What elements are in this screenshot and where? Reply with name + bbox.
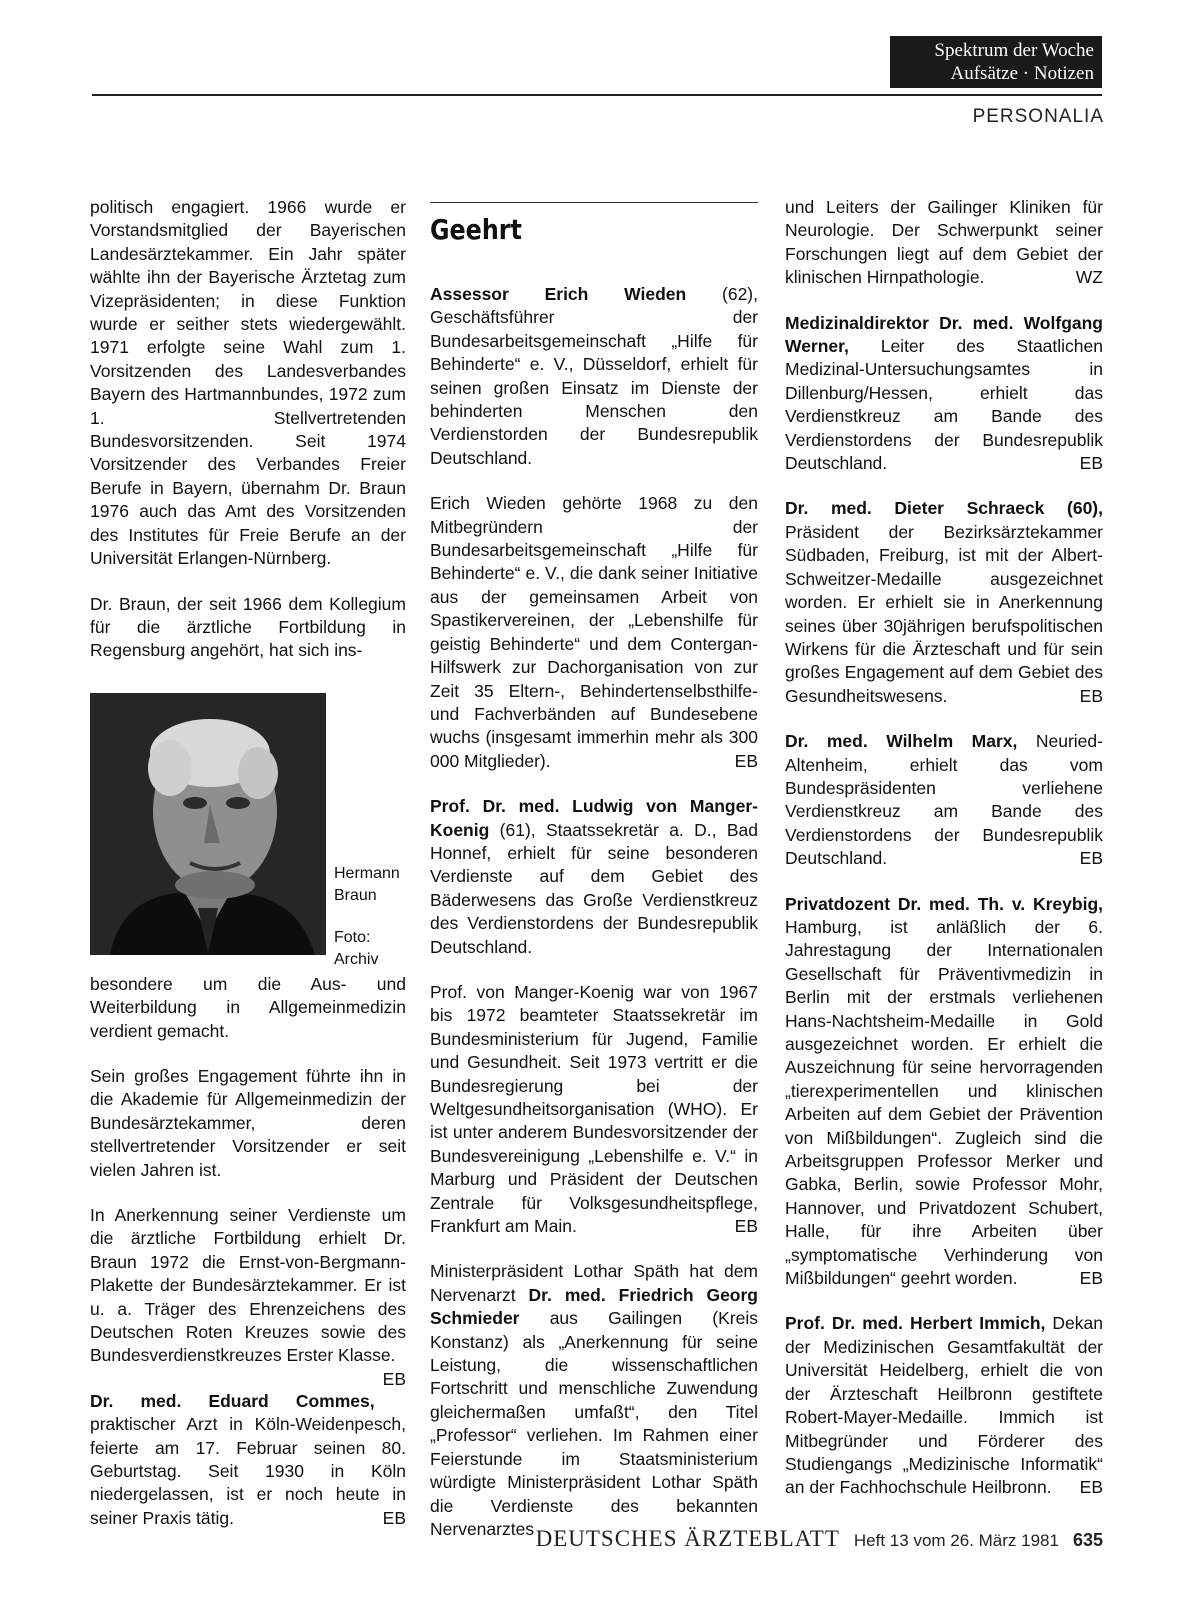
col3-paragraph-2 <box>785 312 1103 476</box>
col1-paragraph-1: politisch engagiert. 1966 wurde er Vorstandsmitglied der Bayerischen Landesärztekammer. Ein Jahr später wählte ihn der Bayerische Ärztetag zum Vizepräsidenten; in diese Funktion wurde er seither stets wiedergewählt. 1971 erfolgte seine Wahl zum 1. Vorsitzenden des Landesverbandes Bayern des Hartmannbundes, 1972 zum 1. Stellvertretenden Bundesvorsitzenden. Seit 1974 Vorsitzender des Verbandes Freier Berufe in Bayern, übernahm Dr. Braun 1976 auch das Amt des Vorsitzenden des Institutes für Freie Berufe an der Universität Erlangen-Nürnberg. <box>90 197 406 569</box>
caption-credit-2: Archiv <box>334 950 379 968</box>
signature: EB <box>734 750 758 771</box>
signature: EB <box>1079 1268 1103 1289</box>
portrait-figure <box>90 693 406 968</box>
photo-caption <box>334 863 400 971</box>
col3-paragraph-1 <box>785 196 1103 290</box>
column-1 <box>90 196 406 1552</box>
signature: EB <box>1079 1477 1103 1498</box>
col2-paragraph-4 <box>430 981 758 1238</box>
headline-rule <box>430 202 758 203</box>
col1-paragraph-3: besondere um die Aus- und Weiterbildung in Allgemeinmedizin verdient gemacht. <box>90 973 406 1041</box>
section-label: PERSONALIA <box>972 106 1104 127</box>
col3-p3-text: Präsident der Bezirksärztekammer Südbaden, Freiburg, ist mit der Albert-Schweitzer-Medaille ausgezeichnet worden. Er erhielt sie in Anerkennung seines über 30jährigen berufspolitischen Wirkens für die Ärzteschaft und für sein großes Engagement auf dem Gebiet des Gesundheitswesens. <box>785 521 1103 706</box>
journal-title: DEUTSCHES ÄRZTEBLATT <box>535 1526 840 1551</box>
caption-name-2: Braun <box>334 886 377 904</box>
person-name: Prof. Dr. med. Herbert Immich, <box>785 1313 1046 1334</box>
col2-p1-text: (62), Geschäftsführer der Bundesarbeitsgemeinschaft „Hilfe für Behinderte“ e. V., Düsseldorf, erhielt für seinen großen Einsatz im Dienste der behinderten Menschen den Verdienstorden der Bundesrepublik Deutschland. <box>430 284 758 468</box>
col2-p5-pre: Ministerpräsident Lothar Späth hat dem Nervenarzt <box>430 1261 758 1305</box>
signature: EB <box>1079 453 1103 474</box>
page-footer <box>470 1526 1103 1552</box>
issue-info: Heft 13 vom 26. März 1981 <box>853 1531 1059 1550</box>
col3-p5-text: Hamburg, ist anläßlich der 6. Jahrestagung der Internationalen Gesellschaft für Präventivmedizin in Berlin mit der erstmals verliehenen Hans-Nachtsheim-Medaille in Gold ausgezeichnet worden. Er erhielt die Auszeichnung für seine hervorragenden „tierexperimentellen und klinischen Arbeiten auf dem Gebiet der Prävention von Mißbildungen“. Zugleich sind die Arbeitsgruppen Professor Merker und Gabka, Berlin, sowie Professor Mohr, Hannover, und Privatdozent Schubert, Halle, für ihre Arbeiten über „symptomatische Verhinderung von Mißbildungen“ geehrt worden. <box>785 916 1103 1289</box>
col3-p6-text: Dekan der Medizinischen Gesamtfakultät der Universität Heidelberg, erhielt die von der Ärzteschaft Heilbronn gestiftete Robert-Mayer-Medaille. Immich ist Mitbegründer und Förderer des Studiengangs „Medizinische Informatik“ an der Fachhochschule Heilbronn. <box>785 1313 1104 1498</box>
caption-credit-1: Foto: <box>334 928 371 946</box>
header-line-2: Aufsätze · Notizen <box>950 63 1094 84</box>
col2-paragraph-2 <box>430 492 758 773</box>
person-name: Medizinaldirektor Dr. med. Wolfgang Werner, <box>785 312 1103 357</box>
person-name: Dr. med. Friedrich Georg Schmieder <box>430 1284 758 1329</box>
col2-p3-text: (61), Staatssekretär a. D., Bad Honnef, erhielt für seine besonderen Verdienste auf dem Gebiet des Bäderwesens das Große Verdienstkreuz des Verdienstordens der Bundesrepublik Deutschland. <box>430 819 758 957</box>
portrait-photo <box>90 693 326 955</box>
col2-paragraph-3 <box>430 795 758 959</box>
col3-paragraph-5 <box>785 893 1103 1291</box>
signature: EB <box>1079 685 1103 706</box>
col3-paragraph-6 <box>785 1312 1103 1499</box>
person-name: Privatdozent Dr. med. Th. v. Kreybig, <box>785 893 1103 914</box>
signature: WZ <box>1075 267 1103 288</box>
section-header-box <box>890 36 1102 88</box>
header-line-1: Spektrum der Woche <box>934 40 1094 61</box>
col3-p1-text: und Leiters der Gailinger Kliniken für Neurologie. Der Schwerpunkt seiner Forschungen liegt auf dem Gebiet der klinischen Hirnpathologie. <box>785 197 1103 288</box>
col3-p2-text: Leiter des Staatlichen Medizinal-Untersuchungsamtes in Dillenburg/Hessen, erhielt das Verdienstkreuz am Bande des Verdienstordens der Bundesrepublik Deutschland. <box>785 336 1103 474</box>
col2-p4-text: Prof. von Manger-Koenig war von 1967 bis 1972 beamteter Staatssekretär im Bundesministerium für Jugend, Familie und Gesundheit. Seit 1973 vertritt er die Bundesregierung bei der Weltgesundheitsorganisation (WHO). Er ist unter anderem Bundesvorsitzender der Bundesvereinigung „Lebenshilfe e. V.“ in Marburg und Präsident der Deutschen Zentrale für Volksgesundheitspflege, Frankfurt am Main. <box>430 981 758 1237</box>
col2-p2-text: Erich Wieden gehörte 1968 zu den Mitbegründern der Bundesarbeitsgemeinschaft „Hilfe für Behinderte“ e. V., die dank seiner Initiative aus der gemeinsamen Arbeit von Spastikervereinen, der „Lebenshilfe für geistig Behinderte“ und dem Contergan-Hilfswerk zur Dachorganisation von zur Zeit 35 Eltern-, Behindertenselbsthilfe- und Fachverbänden auf Bundesebene wuchs (insgesamt immerhin mehr als 300 000 Mitglieder). <box>430 493 758 771</box>
person-name: Prof. Dr. med. Ludwig von Manger-Koenig <box>430 796 758 840</box>
column-2 <box>430 196 758 1563</box>
col2-p5-text: aus Gailingen (Kreis Konstanz) als „Anerkennung für seine Leistung, die wissenschaftlichen Fortschritt und menschliche Zuwendung gleichermaßen umfaßt“, den Titel „Professor“ verliehen. Im Rahmen einer Feierstunde im Staatsministerium würdigte Ministerpräsident Lothar Späth die Verdienste des bekannten Nervenarztes <box>430 1308 758 1539</box>
col1-p6-text: praktischer Arzt in Köln-Weidenpesch, feierte am 17. Februar seinen 80. Geburtstag. Seit 1930 in Köln niedergelassen, ist er noch heute in seiner Praxis tätig. <box>90 1414 406 1528</box>
col1-p5-text: In Anerkennung seiner Verdienste um die ärztliche Fortbildung erhielt Dr. Braun 1972 die Ernst-von-Bergmann-Plakette der Bundesärztekammer. Er ist u. a. Träger des Ehrenzeichens des Deutschen Roten Kreuzes sowie des Bundesverdienstkreuzes Erster Klasse. <box>90 1204 406 1366</box>
column-3 <box>785 196 1103 1522</box>
person-name: Assessor Erich Wieden <box>430 284 687 304</box>
col1-paragraph-6 <box>90 1390 406 1530</box>
col3-p4-text: Neuried-Altenheim, erhielt das vom Bundespräsidenten verliehene Verdienstkreuz am Bande des Verdienstordens der Bundesrepublik Deutschland. <box>785 731 1103 869</box>
signature: EB <box>734 1216 758 1237</box>
person-name: Dr. med. Wilhelm Marx, <box>785 731 1018 752</box>
col3-paragraph-3 <box>785 497 1103 708</box>
col1-paragraph-2: Dr. Braun, der seit 1966 dem Kollegium für die ärztliche Fortbildung in Regensburg angehört, hat sich ins- <box>90 593 406 661</box>
top-rule <box>92 94 1102 96</box>
person-name: Dr. med. Eduard Commes, <box>90 1390 375 1411</box>
col2-paragraph-1 <box>430 283 758 470</box>
col1-paragraph-4: Sein großes Engagement führte ihn in die Akademie für Allgemeinmedizin der Bundesärztekammer, deren stellvertretender Vorsitzender er seit vielen Jahren ist. <box>90 1065 406 1180</box>
col3-paragraph-4 <box>785 730 1103 870</box>
col1-paragraph-5 <box>90 1204 406 1389</box>
caption-name-1: Hermann <box>334 864 400 882</box>
portrait-image <box>90 693 326 955</box>
signature: EB <box>382 1507 406 1528</box>
headline: Geehrt <box>430 213 522 246</box>
person-name: Dr. med. Dieter Schraeck (60), <box>785 498 1103 519</box>
page-number: 635 <box>1072 1530 1103 1550</box>
signature: EB <box>382 1368 406 1389</box>
col2-paragraph-5 <box>430 1260 758 1541</box>
signature: EB <box>1079 848 1103 869</box>
